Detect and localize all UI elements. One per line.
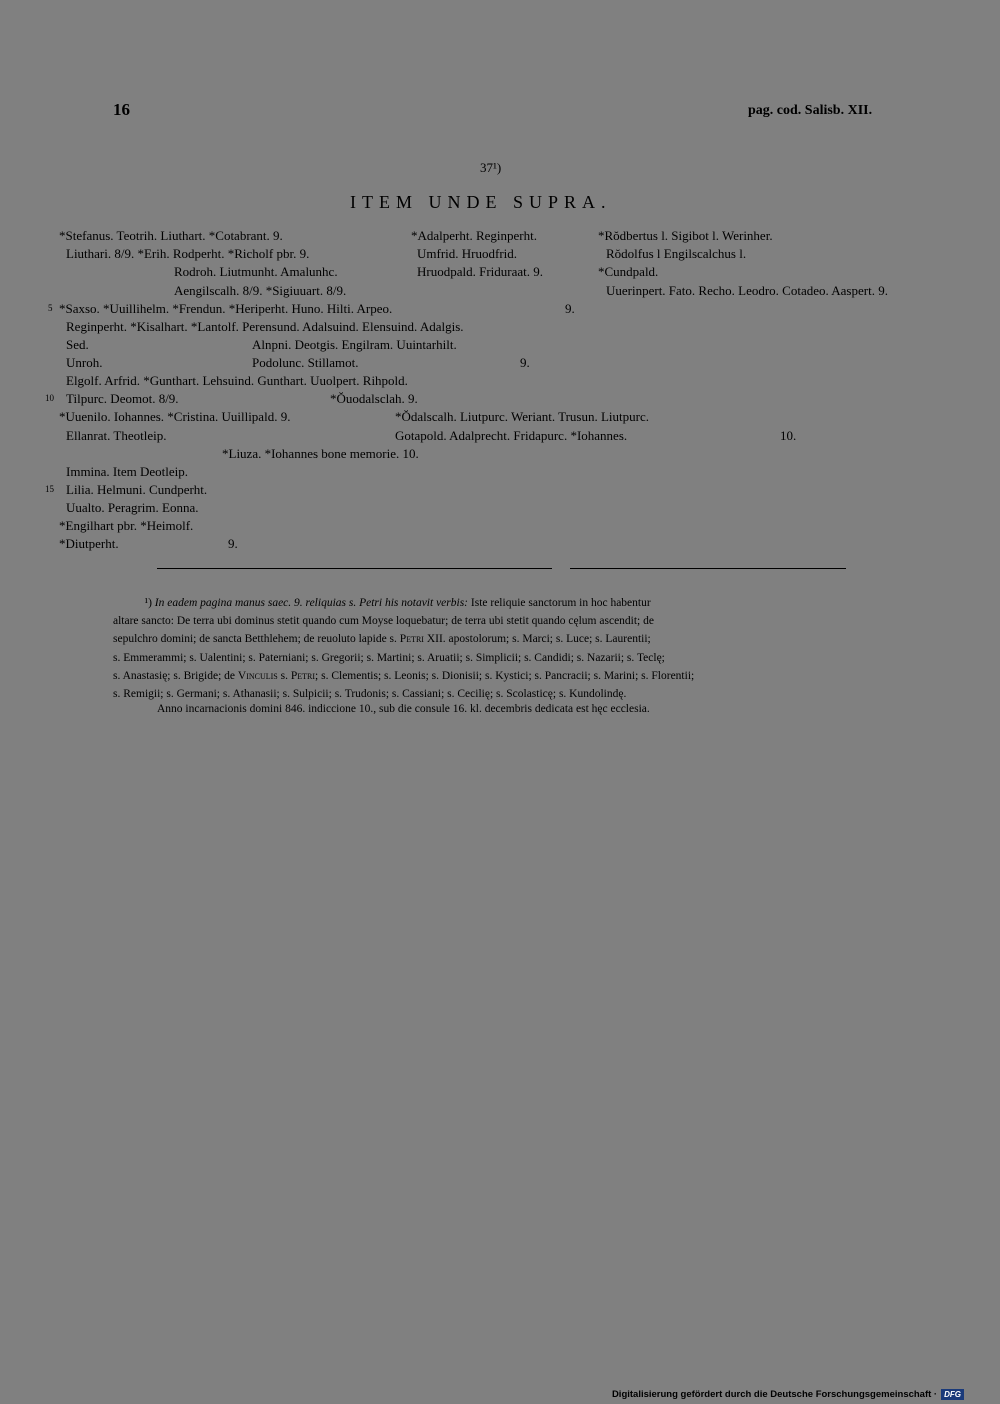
footnote-smallcaps: Petri	[290, 669, 316, 682]
name-row: *Adalperht. Reginperht.	[411, 228, 537, 243]
name-row: Podolunc. Stillamot.	[252, 355, 359, 370]
footnote-smallcaps: Petri	[399, 633, 424, 646]
line-number: 5	[48, 303, 53, 313]
name-row: 9.	[520, 355, 530, 370]
name-row: *Cundpald.	[598, 264, 659, 279]
dfg-logo: DFG	[941, 1389, 964, 1400]
name-row: Sed.	[66, 337, 89, 352]
footnote-text: ; s. Clementis; s. Leonis; s. Dionisii; s. Kystici; s. Pancracii; s. Marini; s. Florentii;	[315, 669, 695, 682]
name-row: 10.	[780, 428, 797, 443]
section-title: ITEM UNDE SUPRA.	[350, 192, 612, 212]
footnote-text: XII. apostolorum; s. Marci; s. Luce; s. Laurentii;	[426, 633, 651, 646]
separator-rule	[570, 568, 846, 569]
footnote-dedication: Anno incarnacionis domini 846. indiccione 10., sub die consule 16. kl. decembris dedicata est hęc ecclesia.	[157, 703, 650, 715]
name-row: Uualto. Peragrim. Eonna.	[66, 500, 199, 515]
section-number: 37¹)	[480, 160, 502, 175]
footnote-marker: ¹)	[144, 597, 152, 609]
footnote-line: s. Remigii; s. Germani; s. Athanasii; s. Sulpicii; s. Trudonis; s. Cassiani; s. Cecilię; s. Scolasticę; s. Kundolindę.	[113, 688, 627, 701]
line-number: 15	[45, 484, 54, 494]
name-row: Unroh.	[66, 355, 103, 370]
name-row: Reginperht. *Kisalhart. *Lantolf. Perensund. Adalsuind. Elensuind. Adalgis.	[66, 319, 464, 334]
name-row: *Liuza. *Iohannes bone memorie. 10.	[222, 446, 419, 461]
footnote-text: s.	[280, 669, 288, 682]
footnote-text: Iste reliquie sanctorum in hoc habentur	[470, 597, 651, 609]
name-row: *Uuenilo. Iohannes. *Cristina. Uuillipald. 9.	[59, 409, 291, 424]
name-row: *Diutperht.	[59, 536, 119, 551]
name-row: Rŏdolfus l Engilscalchus l.	[606, 246, 747, 261]
separator-rule	[157, 568, 552, 569]
footnote-line	[113, 594, 894, 612]
name-row: 9.	[565, 301, 575, 316]
name-row: Hruodpald. Friduraat. 9.	[417, 264, 544, 279]
name-row: *Ŏdalscalh. Liutpurc. Weriant. Trusun. Liutpurc.	[395, 409, 649, 424]
name-row: *Rŏdbertus l. Sigibot l. Werinher.	[598, 228, 773, 243]
name-row: Liuthari. 8/9. *Erih. Rodperht. *Richolf pbr. 9.	[66, 246, 310, 261]
footnote-intro: In eadem pagina manus saec. 9. reliquias s. Petri his notavit verbis:	[154, 597, 469, 609]
name-row: Lilia. Helmuni. Cundperht.	[66, 482, 208, 497]
credit-text: Digitalisierung gefördert durch die Deutsche Forschungsgemeinschaft ·	[611, 1389, 938, 1400]
footnote-line: s. Emmerammi; s. Ualentini; s. Paterniani; s. Gregorii; s. Martini; s. Aruatii; s. Simplicii; s. Candidi; s. Nazarii; s. Teclę;	[113, 651, 665, 664]
name-row: Umfrid. Hruodfrid.	[417, 246, 518, 261]
name-row: Aengilscalh. 8/9. *Sigiuuart. 8/9.	[174, 283, 347, 298]
name-row: 9.	[228, 536, 238, 551]
name-row: Rodroh. Liutmunht. Amalunhc.	[174, 264, 338, 279]
name-row: *Stefanus. Teotrih. Liuthart. *Cotabrant. 9.	[59, 228, 283, 243]
line-number: 10	[45, 393, 54, 403]
digitization-credit	[612, 1389, 964, 1400]
footnote-text: s. Anastasię; s. Brigide; de	[113, 669, 236, 682]
name-row: Tilpurc. Deomot. 8/9.	[66, 391, 179, 406]
page-number: 16	[113, 100, 130, 119]
name-row: Gotapold. Adalprecht. Fridapurc. *Iohannes.	[395, 428, 628, 443]
footnote-line	[113, 630, 894, 648]
name-row: Alnpni. Deotgis. Engilram. Uuintarhilt.	[252, 337, 457, 352]
name-row: *Ŏuodalsclah. 9.	[330, 391, 418, 406]
footnote-line: altare sancto: De terra ubi dominus stetit quando cum Moyse loquebatur; de terra ubi stetit quando cęlum ascendit; de	[113, 615, 654, 628]
name-row: Ellanrat. Theotleip.	[66, 428, 167, 443]
name-row: *Engilhart pbr. *Heimolf.	[59, 518, 194, 533]
footnote-text: sepulchro domini; de sancta Betthlehem; de reuoluto lapide s.	[113, 633, 397, 646]
name-row: Elgolf. Arfrid. *Gunthart. Lehsuind. Gunthart. Uuolpert. Rihpold.	[66, 373, 408, 388]
footnote-line	[113, 667, 894, 685]
name-row: Uuerinpert. Fato. Recho. Leodro. Cotadeo. Aaspert. 9.	[606, 283, 888, 298]
running-head: pag. cod. Salisb. XII.	[748, 103, 873, 118]
name-row: *Saxso. *Uuillihelm. *Frendun. *Heriperht. Huno. Hilti. Arpeo.	[59, 301, 393, 316]
name-row: Immina. Item Deotleip.	[66, 464, 189, 479]
footnote-smallcaps: Vinculis	[237, 669, 278, 682]
footnote	[113, 594, 894, 703]
